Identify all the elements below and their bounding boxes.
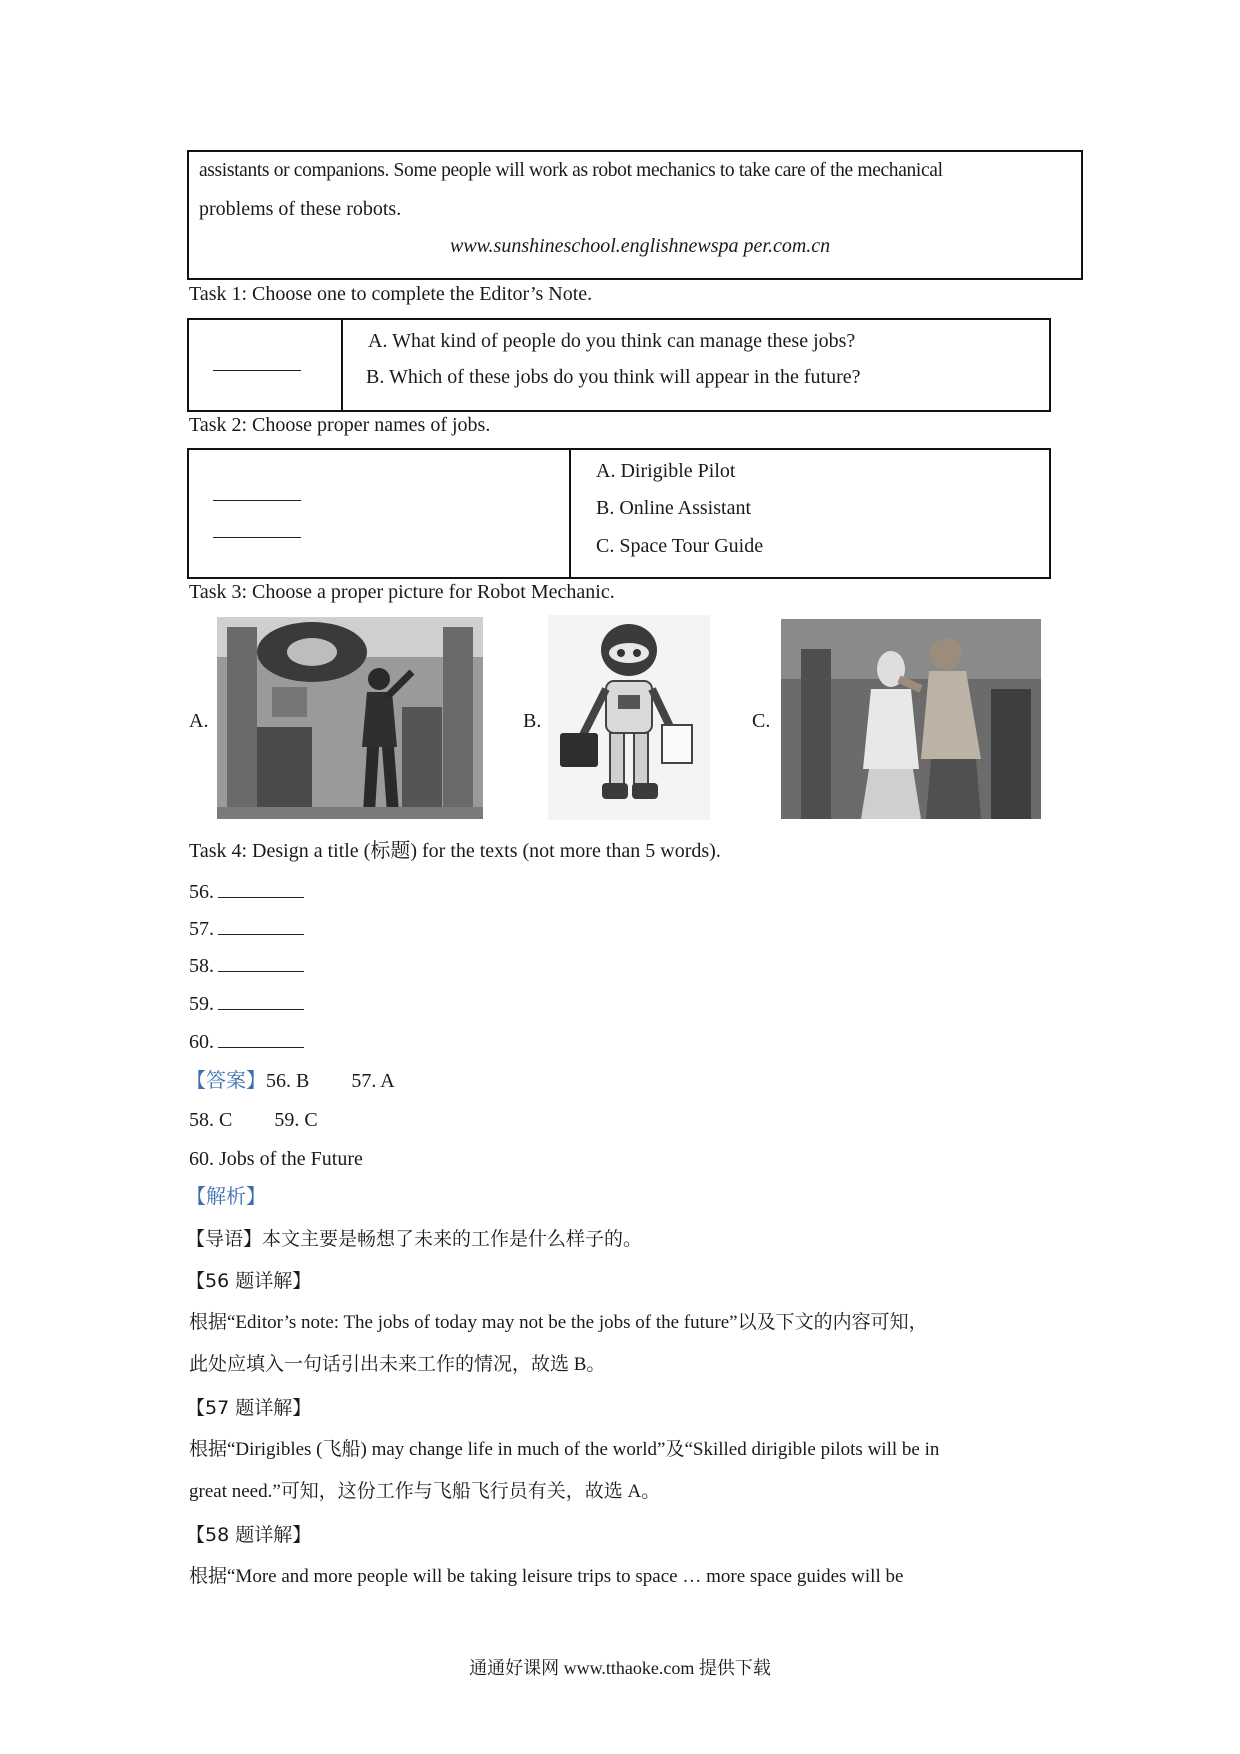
question-59 bbox=[189, 991, 304, 1017]
question-60 bbox=[189, 1029, 304, 1055]
task4-label: Task 4: Design a title (标题) for the texts (not more than 5 words). bbox=[189, 840, 721, 862]
question-number: 57. bbox=[189, 918, 214, 940]
answer-blank bbox=[218, 953, 304, 972]
heading-57: 【57 题详解】 bbox=[186, 1397, 312, 1419]
robot-drawing bbox=[548, 615, 710, 820]
answer-60: 60. Jobs of the Future bbox=[189, 1148, 363, 1170]
answer-row-2 bbox=[189, 1107, 318, 1133]
pic-b-label: B. bbox=[523, 710, 542, 732]
passage-source: www.sunshineschool.englishnewspa per.com.cn bbox=[450, 235, 831, 257]
explain-56-line-2: 此处应填入一句话引出未来工作的情况，故选 B。 bbox=[189, 1354, 606, 1375]
question-58 bbox=[189, 953, 304, 979]
answer-57: 57. A bbox=[351, 1070, 395, 1092]
task2-answer-blank-2 bbox=[213, 537, 301, 538]
heading-56: 【56 题详解】 bbox=[186, 1270, 312, 1292]
question-number: 58. bbox=[189, 955, 214, 977]
question-57 bbox=[189, 916, 304, 942]
mechanic-photo bbox=[217, 617, 483, 819]
answer-58: 58. C bbox=[189, 1109, 233, 1131]
task2-label: Task 2: Choose proper names of jobs. bbox=[189, 414, 491, 436]
task1-label: Task 1: Choose one to complete the Editor’s Note. bbox=[189, 283, 593, 305]
answer-blank bbox=[218, 991, 304, 1010]
answer-blank bbox=[218, 916, 304, 935]
task1-answer-blank bbox=[213, 370, 301, 371]
explain-56-line-1: 根据“Editor’s note: The jobs of today may not be the jobs of the future”以及下文的内容可知， bbox=[189, 1312, 928, 1333]
answer-tag: 【答案】 bbox=[186, 1068, 266, 1092]
explain-57-line-2: great need.”可知，这份工作与飞船飞行员有关，故选 A。 bbox=[189, 1481, 661, 1502]
answer-56: 56. B bbox=[266, 1070, 310, 1092]
question-56 bbox=[189, 879, 304, 905]
passage-line-1: assistants or companions. Some people will work as robot mechanics to take care of the mechanical bbox=[199, 160, 943, 181]
task2-answer-blank-1 bbox=[213, 500, 301, 501]
page-footer: 通通好课网 www.tthaoke.com 提供下载 bbox=[469, 1658, 771, 1678]
answer-blank bbox=[218, 879, 304, 898]
task1-option-b: B. Which of these jobs do you think will appear in the future? bbox=[366, 366, 861, 388]
task2-option-c: C. Space Tour Guide bbox=[596, 535, 764, 557]
answer-59: 59. C bbox=[274, 1109, 318, 1131]
analysis-intro: 【导语】本文主要是畅想了未来的工作是什么样子的。 bbox=[186, 1228, 643, 1250]
robot-couple-photo bbox=[781, 619, 1041, 819]
pic-a-label: A. bbox=[189, 710, 209, 732]
question-number: 56. bbox=[189, 881, 214, 903]
analysis-tag: 【解析】 bbox=[186, 1184, 266, 1208]
explain-57-line-1: 根据“Dirigibles (飞船) may change life in much of the world”及“Skilled dirigible pilots will be in bbox=[189, 1439, 940, 1460]
task3-label: Task 3: Choose a proper picture for Robot Mechanic. bbox=[189, 581, 615, 603]
question-number: 60. bbox=[189, 1031, 214, 1053]
explain-58-line-1: 根据“More and more people will be taking leisure trips to space … more space guides will be bbox=[189, 1566, 904, 1587]
answer-row-1 bbox=[186, 1067, 395, 1094]
task1-option-a: A. What kind of people do you think can manage these jobs? bbox=[368, 330, 856, 352]
question-number: 59. bbox=[189, 993, 214, 1015]
task2-option-a: A. Dirigible Pilot bbox=[596, 460, 736, 482]
heading-58: 【58 题详解】 bbox=[186, 1524, 312, 1546]
pic-c-label: C. bbox=[752, 710, 771, 732]
passage-line-2: problems of these robots. bbox=[199, 198, 402, 220]
task1-divider bbox=[341, 318, 343, 412]
task2-divider bbox=[569, 448, 571, 579]
answer-blank bbox=[218, 1029, 304, 1048]
task2-option-b: B. Online Assistant bbox=[596, 497, 752, 519]
